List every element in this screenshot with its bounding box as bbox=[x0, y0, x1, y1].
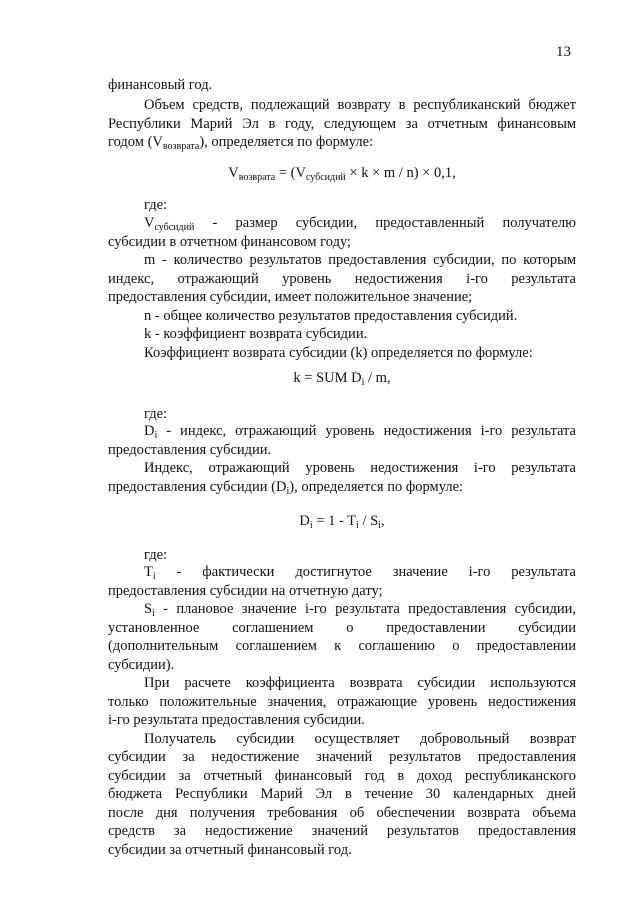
text-line: субсидии за отчетный финансовый год в доход республиканского bbox=[108, 767, 576, 784]
text-line: При расчете коэффициента возврата субсидии используются bbox=[144, 675, 576, 691]
subscript: i bbox=[356, 520, 359, 531]
subscript: i bbox=[309, 520, 313, 531]
formula-part: k = SUM D bbox=[293, 370, 362, 386]
text-line: только положительные значения, отражающие уровень недостижения bbox=[108, 693, 576, 710]
subscript: i bbox=[152, 608, 155, 619]
text-line bbox=[108, 600, 576, 619]
text-line: i-го результата предоставления субсидии. bbox=[108, 712, 365, 728]
text-line: Объем средств, подлежащий возврату в республиканский бюджет bbox=[144, 97, 576, 113]
text-span: T bbox=[144, 564, 153, 580]
text-line: финансовый год. bbox=[108, 77, 213, 93]
text-span: предоставления субсидии (D bbox=[108, 478, 287, 495]
subscript: i bbox=[152, 571, 156, 582]
text-line: субсидии за отчетный финансовый год. bbox=[108, 841, 352, 858]
text-line bbox=[108, 478, 576, 497]
formula-part: / S bbox=[358, 513, 379, 529]
text-span: ), определяется по формуле: bbox=[289, 478, 464, 495]
subscript: i bbox=[286, 485, 290, 497]
subscript: i bbox=[361, 377, 365, 388]
formula-part: = 1 - T bbox=[312, 513, 357, 529]
subscript: возврата bbox=[162, 141, 200, 152]
text-line: субсидии). bbox=[108, 656, 175, 673]
text-span: V bbox=[144, 215, 155, 231]
text-line bbox=[108, 133, 576, 152]
formula-d bbox=[108, 512, 576, 530]
text-line: субсидии за недостижение значений результатов предоставления bbox=[108, 749, 576, 765]
text-span: S bbox=[144, 601, 153, 617]
definitions-block-1 bbox=[108, 214, 576, 362]
formula-part: , bbox=[380, 513, 385, 529]
formula-part: × k × m / n) × 0,1, bbox=[345, 165, 456, 181]
text-line: бюджета Республики Марий Эл в течение 30 календарных дней bbox=[108, 786, 576, 802]
text-span: - плановое значение i-го результата предоставления субсидии, bbox=[154, 601, 576, 617]
text-line: после дня получения требования об обеспечении возврата объема bbox=[108, 804, 576, 821]
text-line: предоставления субсидии. bbox=[108, 441, 272, 458]
text-line bbox=[108, 214, 576, 233]
subscript: i bbox=[378, 520, 381, 531]
text-line: установленное соглашением о предоставлении субсидии bbox=[108, 619, 576, 636]
text-line: субсидии в отчетном финансовом году; bbox=[108, 233, 352, 250]
formula-return-volume bbox=[108, 164, 576, 182]
definitions-block-3 bbox=[108, 563, 576, 859]
paragraph-return-volume bbox=[108, 96, 576, 152]
subscript: возврата bbox=[238, 172, 276, 183]
where-label: где: bbox=[144, 547, 168, 563]
where-label: где: bbox=[144, 406, 168, 422]
subscript: субсидий bbox=[305, 172, 346, 183]
definitions-block-2 bbox=[108, 422, 576, 496]
paragraph-continuation bbox=[108, 76, 576, 95]
text-line bbox=[108, 563, 576, 582]
text-line: (дополнительным соглашением к соглашению о предоставлении bbox=[108, 638, 576, 654]
text-span: - индекс, отражающий уровень недостижения i-го результата bbox=[157, 423, 576, 439]
text-line: предоставления субсидии на отчетную дату; bbox=[108, 582, 383, 599]
text-line: k - коэффициент возврата субсидии. bbox=[144, 326, 368, 342]
text-line: n - общее количество результатов предоставления субсидий. bbox=[144, 307, 518, 324]
subscript: субсидий bbox=[154, 222, 195, 233]
text-span: ), определяется по формуле: bbox=[199, 134, 374, 150]
formula-part: = (V bbox=[275, 165, 306, 181]
text-line: Коэффициент возврата субсидии (k) определяется по формуле: bbox=[144, 344, 533, 361]
formula-part: D bbox=[299, 513, 310, 529]
subscript: i bbox=[154, 430, 158, 441]
text-line bbox=[108, 422, 576, 441]
formula-part: V bbox=[228, 165, 239, 181]
formula-k bbox=[108, 369, 576, 387]
text-span: D bbox=[144, 423, 155, 439]
formula-part: / m, bbox=[364, 370, 391, 386]
text-line: Получатель субсидии осуществляет добровольный возврат bbox=[144, 730, 576, 747]
page-number: 13 bbox=[556, 44, 571, 60]
where-label: где: bbox=[144, 197, 168, 213]
text-line: Индекс, отражающий уровень недостижения i-го результата bbox=[144, 460, 576, 476]
text-span: - фактически достигнутое значение i-го результата bbox=[155, 564, 576, 580]
text-line: предоставления субсидии, имеет положительное значение; bbox=[108, 289, 473, 305]
text-line: m - количество результатов предоставления субсидии, по которым bbox=[144, 252, 576, 268]
text-line: средств за недостижение значений результатов предоставления bbox=[108, 823, 576, 839]
text-line: индекс, отражающий уровень недостижения i-го результата bbox=[108, 270, 576, 287]
text-span: годом (V bbox=[108, 134, 163, 150]
text-span: - размер субсидии, предоставленный получателю bbox=[194, 215, 576, 231]
text-line: Республики Марий Эл в году, следующем за отчетным финансовым bbox=[108, 115, 576, 132]
